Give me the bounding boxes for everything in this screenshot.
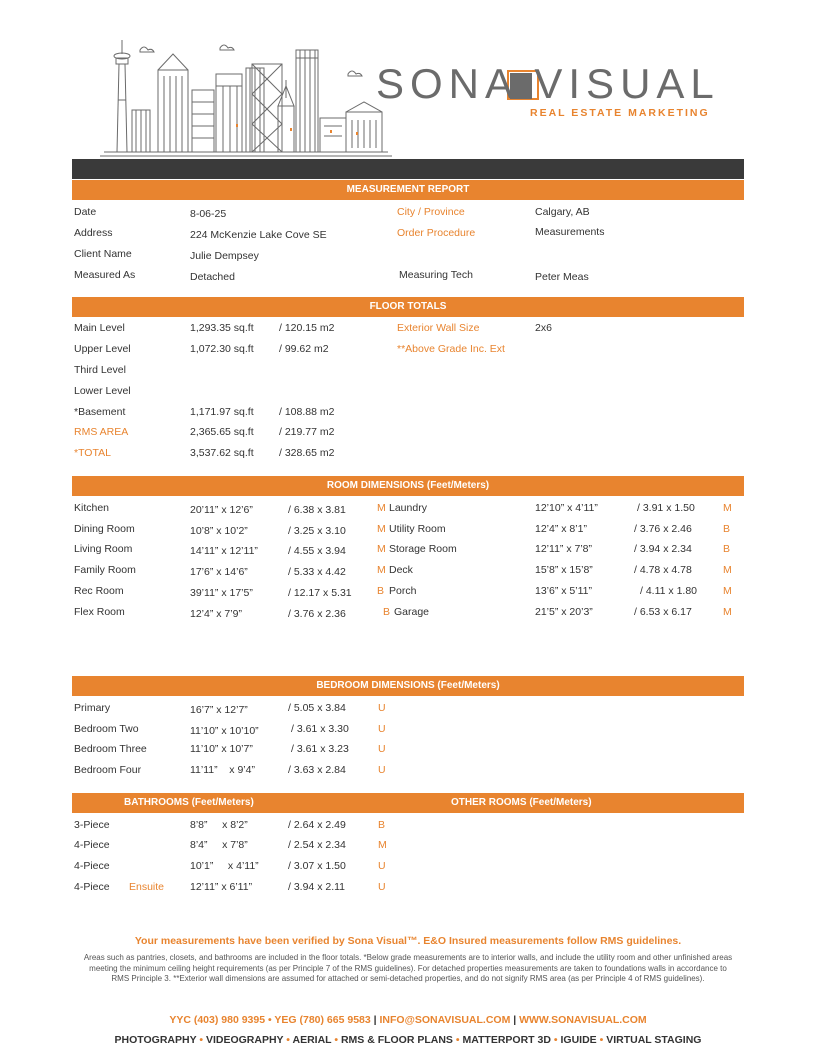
floor-label-basement: *Basement <box>74 406 126 418</box>
service-item: VIDEOGRAPHY <box>205 1034 284 1046</box>
room-feet: 12’11” x 7’8” <box>535 543 593 555</box>
header-divider-bar <box>72 159 744 179</box>
floor-label-rms-area: RMS AREA <box>74 426 129 438</box>
report-label-client: Client Name <box>74 248 132 260</box>
floor-sqft-basement: 1,171.97 sq.ft <box>190 406 254 418</box>
report-value-order: Measurements <box>535 226 605 238</box>
bedroom-name: Primary <box>74 702 111 714</box>
bedroom-name: Bedroom Two <box>74 723 139 735</box>
room-feet: 17’6” x 14’6” <box>190 566 248 578</box>
room-name: Flex Room <box>74 606 125 618</box>
bathrooms-header: BATHROOMS (Feet/Meters) <box>124 797 254 808</box>
above-grade-label: **Above Grade Inc. Ext <box>397 343 505 355</box>
room-name: Dining Room <box>74 523 135 535</box>
floor-label-upper: Upper Level <box>74 343 131 355</box>
separator: | <box>373 1014 377 1026</box>
bullet: • <box>553 1034 558 1046</box>
room-level: M <box>377 543 386 555</box>
room-meters: / 3.94 x 2.34 <box>634 543 692 555</box>
room-level: B <box>383 606 391 618</box>
service-item: AERIAL <box>292 1034 332 1046</box>
bullet: • <box>334 1034 339 1046</box>
floor-m2-total: / 328.65 m2 <box>279 447 335 459</box>
report-value-client: Julie Dempsey <box>190 250 259 262</box>
room-level: M <box>723 606 732 618</box>
room-meters: / 12.17 x 5.31 <box>288 587 352 599</box>
report-value-measured-as: Detached <box>190 271 235 283</box>
service-item: MATTERPORT 3D <box>462 1034 551 1046</box>
bathroom-feet: 8’4” x 7’8” <box>190 839 248 851</box>
bedroom-name: Bedroom Four <box>74 764 142 776</box>
brand-logo-text: SONA VISUAL <box>376 60 720 107</box>
bathroom-name: 4-Piece <box>74 860 110 872</box>
report-label-city: City / Province <box>397 206 465 218</box>
room-feet: 15’8” x 15’8” <box>535 564 593 576</box>
floor-sqft-total: 3,537.62 sq.ft <box>190 447 254 459</box>
bathrooms-other-header-bar <box>72 793 744 813</box>
room-meters: / 3.91 x 1.50 <box>637 502 695 514</box>
bullet: • <box>199 1034 204 1046</box>
room-name: Storage Room <box>389 543 457 555</box>
separator: | <box>513 1014 517 1026</box>
exterior-wall-label: Exterior Wall Size <box>397 322 480 334</box>
report-value-date: 8-06-25 <box>190 208 227 220</box>
website-link[interactable]: WWW.SONAVISUAL.COM <box>519 1014 647 1026</box>
room-level: M <box>377 523 386 535</box>
bathroom-note: Ensuite <box>129 881 165 893</box>
room-feet: 13’6” x 5’11” <box>535 585 593 597</box>
room-level: B <box>377 585 385 597</box>
floor-m2-basement: / 108.88 m2 <box>279 406 335 418</box>
floor-sqft-upper: 1,072.30 sq.ft <box>190 343 254 355</box>
room-feet: 12’10” x 4’11” <box>535 502 598 514</box>
verification-statement: Your measurements have been verified by Sona Visual™. E&O Insured measurements follow RMS guidelines. <box>134 935 682 947</box>
brand-tagline: REAL ESTATE MARKETING <box>530 107 710 119</box>
room-dimensions-header: ROOM DIMENSIONS (Feet/Meters) <box>72 476 744 496</box>
floor-m2-main: / 120.15 m2 <box>279 322 335 334</box>
bedroom-meters: / 5.05 x 3.84 <box>288 702 346 714</box>
bullet: • <box>599 1034 604 1046</box>
report-value-city: Calgary, AB <box>535 206 590 218</box>
report-label-tech: Measuring Tech <box>399 269 473 281</box>
bathroom-feet: 10’1” x 4’11” <box>190 860 259 872</box>
room-feet: 20’11” x 12’6” <box>190 504 253 516</box>
rms-disclaimer: Areas such as pantries, closets, and bathrooms are included in the floor totals. *Below grade measurements are to interior walls, and include the utility room and other unfinished areas meeting the minimum ceiling height requirements (as per Principle 7 of the RMS guidelines). For detached properties measurements are taken to foundations walls in accordance to RMS Principle 3. **Exterior wall dimensions are assumed for attached or semi-detached properties, and do not signify RMS area (as per Principle 4 of RMS guidelines). <box>83 953 733 983</box>
room-name: Utility Room <box>389 523 446 535</box>
bedroom-feet: 11’11” x 9’4” <box>190 764 255 776</box>
floor-m2-rms-area: / 219.77 m2 <box>279 426 335 438</box>
bathroom-name: 4-Piece <box>74 839 110 851</box>
bathroom-meters: / 2.64 x 2.49 <box>288 819 346 831</box>
room-name: Rec Room <box>74 585 124 597</box>
bedroom-level: U <box>378 723 386 735</box>
service-item: IGUIDE <box>560 1034 597 1046</box>
bedroom-dimensions-header: BEDROOM DIMENSIONS (Feet/Meters) <box>72 676 744 696</box>
bedroom-name: Bedroom Three <box>74 743 147 755</box>
email-link[interactable]: INFO@SONAVISUAL.COM <box>379 1014 511 1026</box>
bathroom-name: 4-Piece <box>74 881 110 893</box>
bedroom-level: U <box>378 743 386 755</box>
bullet: • <box>455 1034 460 1046</box>
bathroom-level: M <box>378 839 387 851</box>
room-feet: 21’5” x 20’3” <box>535 606 593 618</box>
bedroom-feet: 11’10” x 10’10” <box>190 725 259 737</box>
bedroom-feet: 16’7” x 12’7” <box>190 704 248 716</box>
report-value-address: 224 McKenzie Lake Cove SE <box>190 229 327 241</box>
room-feet: 39’11” x 17’5” <box>190 587 253 599</box>
service-item: VIRTUAL STAGING <box>606 1034 702 1046</box>
report-label-measured-as: Measured As <box>74 269 136 281</box>
bathroom-meters: / 2.54 x 2.34 <box>288 839 346 851</box>
room-name: Family Room <box>74 564 136 576</box>
service-item: RMS & FLOOR PLANS <box>340 1034 453 1046</box>
bathroom-meters: / 3.94 x 2.11 <box>288 881 346 893</box>
bathroom-feet: 8’8” x 8’2” <box>190 819 248 831</box>
floor-totals-header: FLOOR TOTALS <box>72 297 744 317</box>
room-name: Garage <box>394 606 430 618</box>
floor-m2-upper: / 99.62 m2 <box>279 343 329 355</box>
room-feet: 10’8” x 10’2” <box>190 525 248 537</box>
room-level: M <box>723 502 732 514</box>
bathroom-meters: / 3.07 x 1.50 <box>288 860 346 872</box>
bedroom-level: U <box>378 702 386 714</box>
room-name: Laundry <box>389 502 427 514</box>
phone-numbers: YYC (403) 980 9395 • YEG (780) 665 9583 <box>169 1014 371 1026</box>
room-feet: 12’4” x 8’1” <box>535 523 587 535</box>
room-feet: 14’11” x 12’11” <box>190 545 258 557</box>
report-label-address: Address <box>74 227 113 239</box>
bathroom-feet: 12’11” x 6’11” <box>190 881 253 893</box>
bathroom-level: U <box>378 881 386 893</box>
floor-sqft-rms-area: 2,365.65 sq.ft <box>190 426 254 438</box>
room-meters: / 3.25 x 3.10 <box>288 525 346 537</box>
room-level: M <box>377 502 386 514</box>
room-meters: / 3.76 x 2.36 <box>288 608 346 620</box>
services-line <box>0 1034 816 1046</box>
report-label-date: Date <box>74 206 97 218</box>
room-name: Kitchen <box>74 502 110 514</box>
room-feet: 12’4” x 7’9” <box>190 608 242 620</box>
room-meters: / 4.55 x 3.94 <box>288 545 346 557</box>
bedroom-meters: / 3.61 x 3.23 <box>291 743 349 755</box>
bedroom-level: U <box>378 764 386 776</box>
room-meters: / 6.53 x 6.17 <box>634 606 692 618</box>
room-level: B <box>723 523 731 535</box>
city-skyline-illustration <box>100 40 392 160</box>
bedroom-meters: / 3.63 x 2.84 <box>288 764 346 776</box>
room-meters: / 3.76 x 2.46 <box>634 523 692 535</box>
room-meters: / 4.11 x 1.80 <box>640 585 698 597</box>
floor-label-total: *TOTAL <box>74 447 111 459</box>
room-level: M <box>377 564 386 576</box>
bathroom-level: U <box>378 860 386 872</box>
bedroom-meters: / 3.61 x 3.30 <box>291 723 349 735</box>
room-meters: / 6.38 x 3.81 <box>288 504 346 516</box>
exterior-wall-value: 2x6 <box>535 322 552 334</box>
other-rooms-header: OTHER ROOMS (Feet/Meters) <box>451 797 592 808</box>
bedroom-feet: 11’10” x 10’7” <box>190 743 253 755</box>
floor-sqft-main: 1,293.35 sq.ft <box>190 322 254 334</box>
service-item: PHOTOGRAPHY <box>114 1034 197 1046</box>
report-label-order: Order Procedure <box>397 227 476 239</box>
floor-label-lower: Lower Level <box>74 385 131 397</box>
room-name: Porch <box>389 585 417 597</box>
room-level: M <box>723 564 732 576</box>
room-name: Deck <box>389 564 413 576</box>
measurement-report-header: MEASUREMENT REPORT <box>72 180 744 200</box>
room-meters: / 4.78 x 4.78 <box>634 564 692 576</box>
bathroom-level: B <box>378 819 386 831</box>
report-value-tech: Peter Meas <box>535 271 589 283</box>
floor-label-main: Main Level <box>74 322 125 334</box>
floor-label-third: Third Level <box>74 364 126 376</box>
bullet: • <box>286 1034 290 1046</box>
room-level: M <box>723 585 732 597</box>
room-meters: / 5.33 x 4.42 <box>288 566 346 578</box>
room-level: B <box>723 543 731 555</box>
contact-line <box>0 1014 816 1026</box>
bathroom-name: 3-Piece <box>74 819 110 831</box>
room-name: Living Room <box>74 543 133 555</box>
